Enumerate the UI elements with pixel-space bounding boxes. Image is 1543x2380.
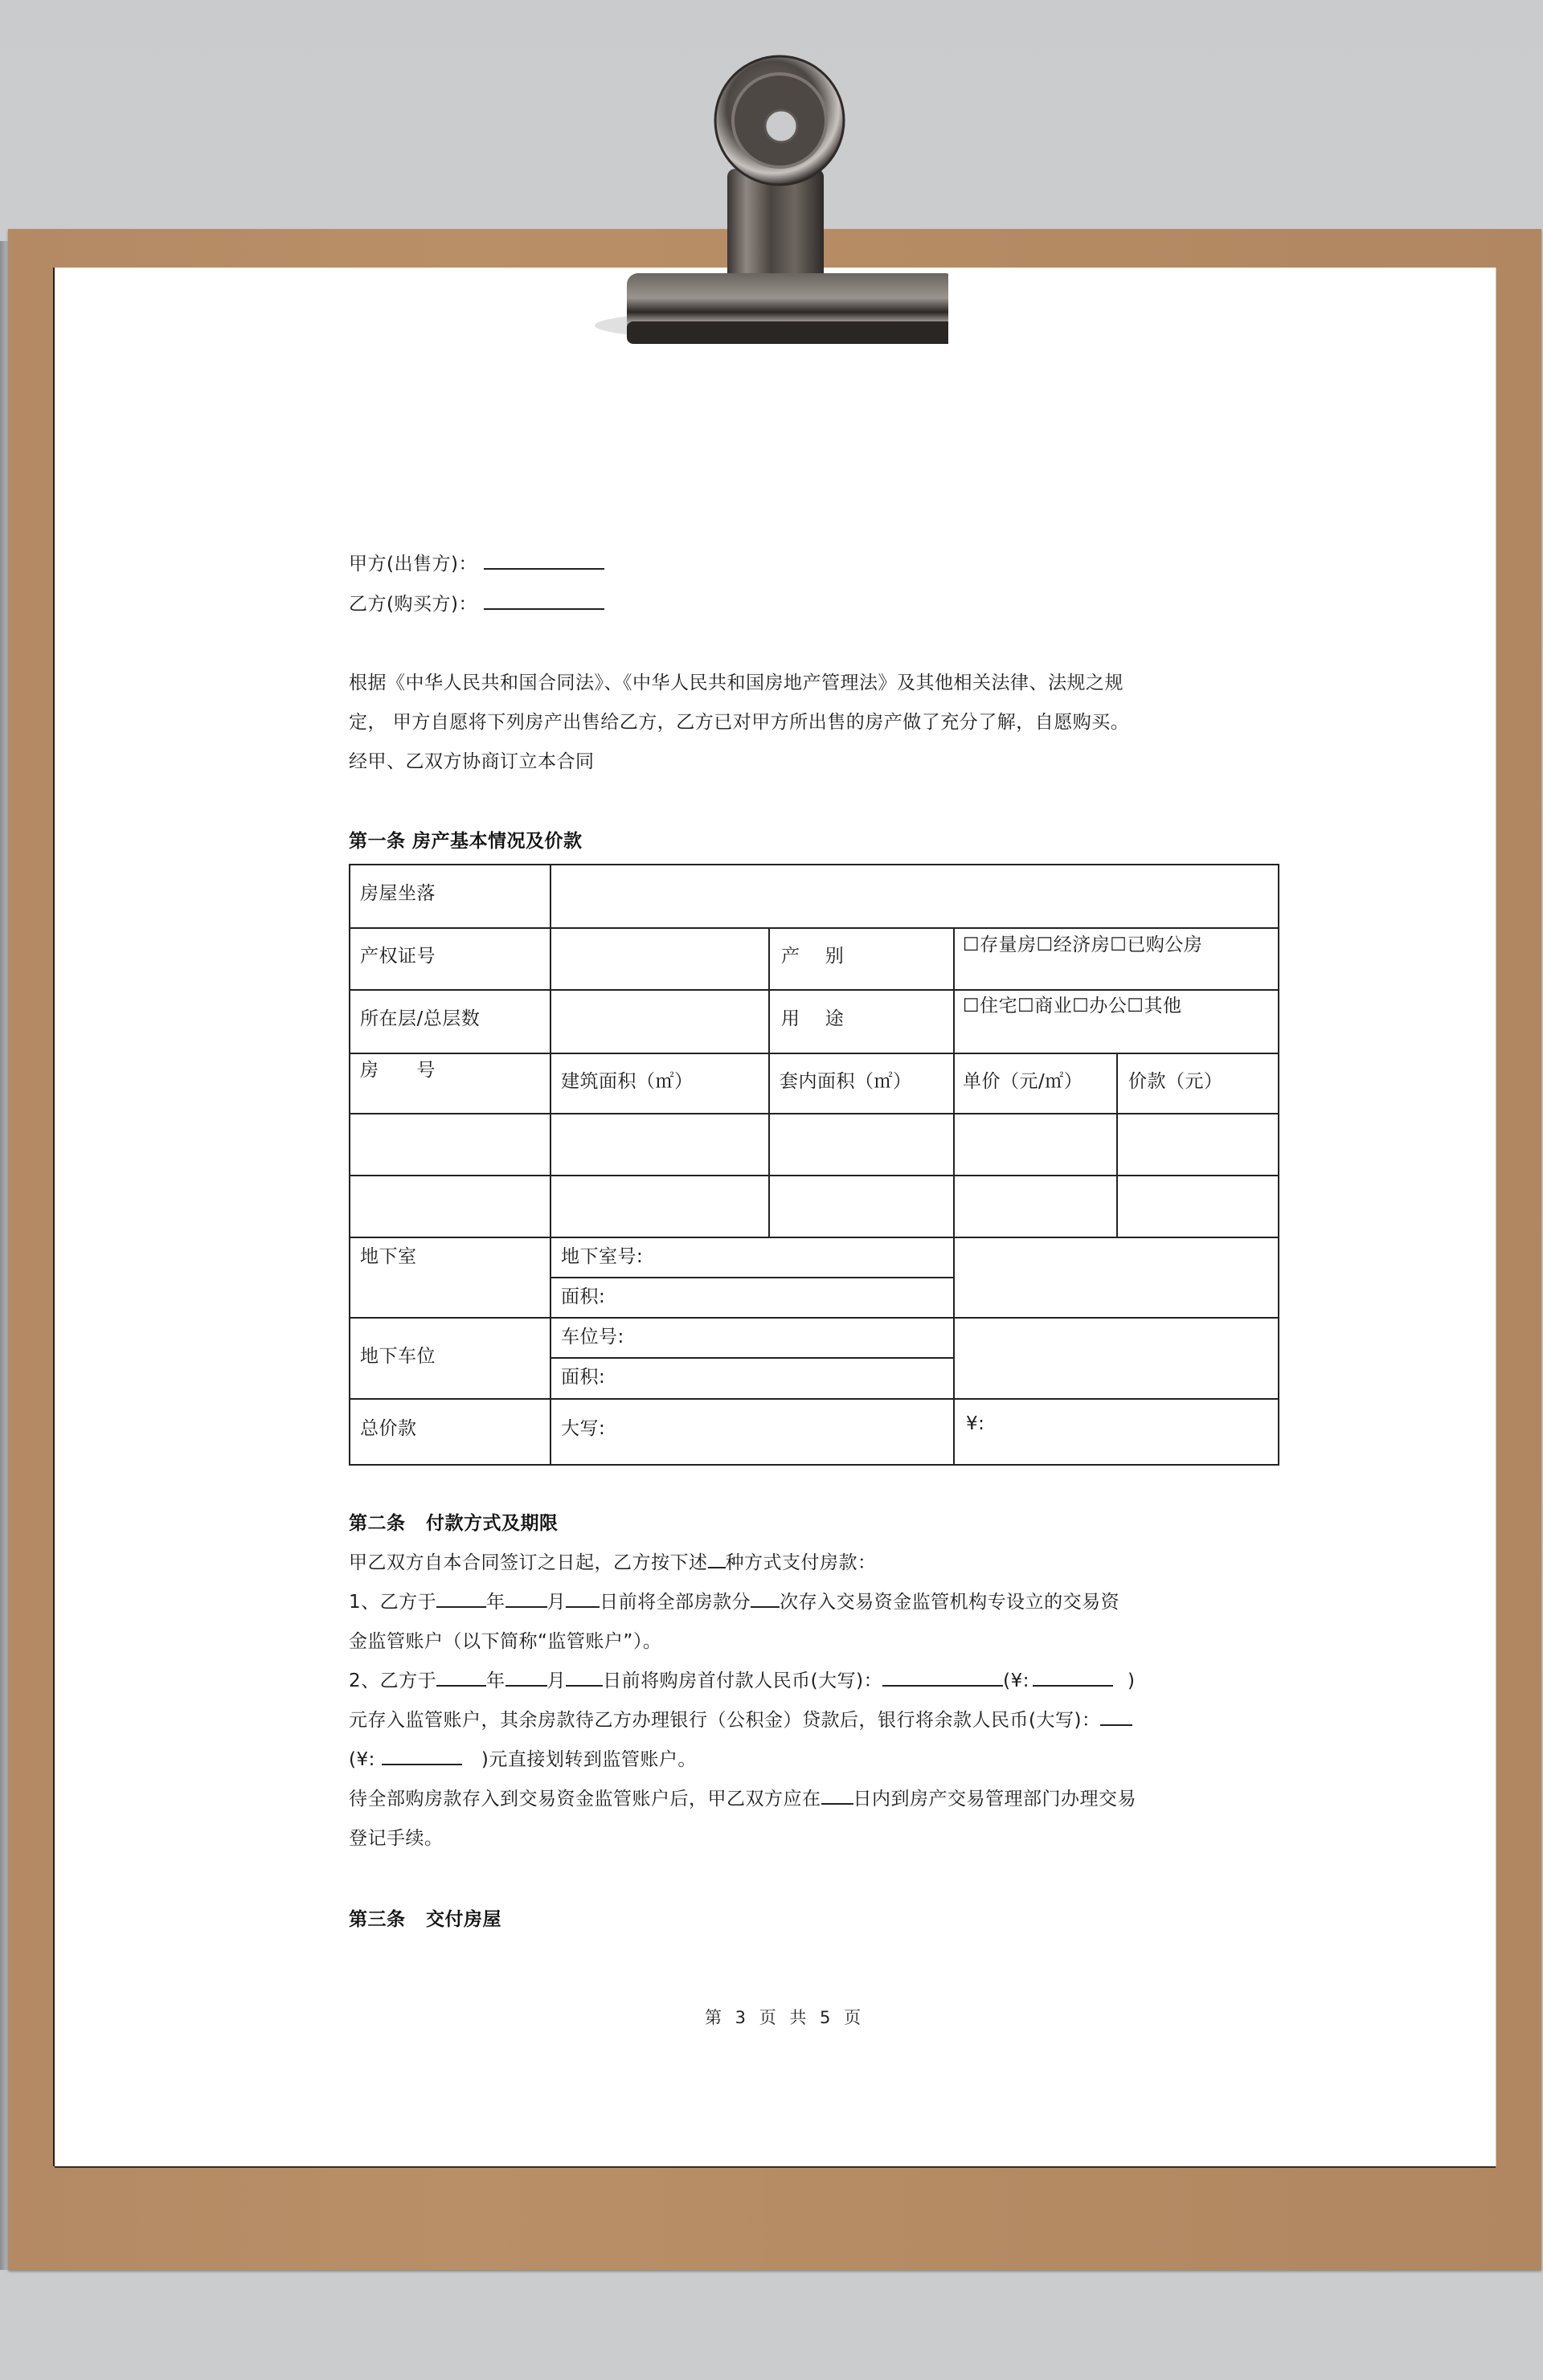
option-2-year-blank[interactable]	[436, 1669, 486, 1687]
article-2-title: 第二条 付款方式及期限	[349, 1513, 559, 1534]
table-row-1-building-area[interactable]	[551, 1114, 768, 1175]
table-row-2-building-area[interactable]	[551, 1176, 768, 1237]
option-2-line-2-text: 元存入监管账户，其余房款待乙方办理银行（公积金）贷款后，银行将余款人民币(大写)：	[349, 1710, 1101, 1731]
buyer-label: 乙方(购买方)：	[349, 594, 477, 615]
closing-text-b: 日内到房产交易管理部门办理交易	[853, 1789, 1136, 1810]
article-3-title: 第三条 交付房屋	[349, 1909, 502, 1930]
option-2-line-1	[349, 1666, 1135, 1692]
option-1-year-blank[interactable]	[436, 1590, 486, 1608]
preamble-line-1: 根据《中华人民共和国合同法》、《中华人民共和国房地产管理法》及其他相关法律、法规之规	[349, 673, 1123, 693]
location-label: 房屋坐落	[360, 883, 436, 904]
floor-field[interactable]	[551, 991, 768, 1053]
preamble-line-2: 定， 甲方自愿将下列房产出售给乙方，乙方已对甲方所出售的房产做了充分了解，自愿购买。	[349, 712, 1130, 733]
option-2-line-2	[349, 1705, 1132, 1732]
table-rule	[349, 1464, 1279, 1466]
seller-blank[interactable]	[484, 552, 604, 570]
basement-label: 地下室	[360, 1246, 417, 1267]
cert-label: 产权证号	[360, 946, 436, 967]
intro-text-b: 种方式支付房款：	[725, 1552, 877, 1573]
column-header-unit-price: 单价（元/㎡）	[963, 1071, 1083, 1092]
property-type-label: 产 别	[781, 946, 845, 967]
table-row-1-inner-area[interactable]	[770, 1114, 953, 1175]
table-rule	[349, 1398, 1279, 1400]
yen-prefix: (¥:	[349, 1749, 375, 1770]
option-1-month-blank[interactable]	[505, 1590, 547, 1608]
column-header-room-no: 房 号	[360, 1060, 436, 1081]
cert-field[interactable]	[551, 929, 768, 989]
seller-label: 甲方(出售方)：	[349, 554, 477, 575]
option-1-text-b: 日前将全部房款分	[600, 1592, 751, 1613]
table-rule	[349, 927, 1279, 929]
checkbox-office[interactable]: ☐办公	[1072, 996, 1128, 1016]
buyer-blank[interactable]	[484, 592, 604, 610]
option-1-line-1	[349, 1587, 1119, 1613]
closing-paren: )	[1127, 1670, 1136, 1691]
page-number: 第 3 页 共 5 页	[705, 2008, 866, 2027]
registration-days-blank[interactable]	[821, 1787, 853, 1805]
parking-label: 地下车位	[360, 1346, 436, 1367]
table-rule	[550, 1357, 953, 1359]
option-1-line-2: 金监管账户（以下简称“监管账户”）。	[349, 1631, 662, 1652]
down-payment-words-blank[interactable]	[882, 1669, 1003, 1687]
table-row-2-price[interactable]	[1118, 1176, 1278, 1237]
month-label: 月	[546, 1670, 567, 1691]
table-row-2-inner-area[interactable]	[770, 1176, 953, 1237]
method-count-blank[interactable]	[708, 1551, 726, 1568]
basement-no-label: 地下室号:	[561, 1246, 644, 1267]
option-2-line-3	[349, 1744, 697, 1771]
checkbox-purchased-public-house[interactable]: ☐已购公房	[1110, 934, 1203, 955]
option-2-day-blank[interactable]	[566, 1669, 603, 1687]
table-row-2-unit-price[interactable]	[955, 1176, 1116, 1237]
total-words-label: 大写:	[561, 1418, 606, 1439]
parking-extra-field[interactable]	[955, 1319, 1278, 1398]
binder-clip-icon	[579, 48, 948, 354]
board-edge-shadow	[0, 241, 8, 2270]
table-row-1-price[interactable]	[1118, 1114, 1278, 1175]
basement-extra-field[interactable]	[955, 1238, 1278, 1317]
down-payment-amount-blank[interactable]	[1033, 1669, 1113, 1687]
option-2-line-3-text: )元直接划转到监管账户。	[481, 1749, 697, 1770]
yen-prefix: (¥:	[1003, 1670, 1029, 1691]
parking-no-label: 车位号:	[561, 1327, 624, 1347]
seller-line	[349, 549, 604, 575]
option-2-text-b: 日前将购房首付款人民币(大写)：	[603, 1670, 883, 1691]
usage-label: 用 途	[781, 1008, 845, 1029]
table-row-1-room-no[interactable]	[350, 1114, 550, 1175]
table-rule	[349, 1053, 1279, 1054]
column-header-building-area: 建筑面积（㎡）	[561, 1071, 694, 1092]
table-rule	[1278, 864, 1279, 1466]
year-label: 年	[486, 1670, 505, 1691]
property-type-options	[963, 930, 1202, 956]
checkbox-commercial[interactable]: ☐商业	[1017, 996, 1073, 1016]
option-2-month-blank[interactable]	[505, 1669, 547, 1687]
checkbox-economic-house[interactable]: ☐经济房	[1036, 934, 1111, 955]
year-label: 年	[486, 1592, 505, 1613]
loan-amount-words-blank[interactable]	[1100, 1708, 1132, 1726]
closing-line-1	[349, 1784, 1136, 1810]
closing-line-2: 登记手续。	[349, 1828, 444, 1849]
option-1-text-c: 次存入交易资金监管机构专设立的交易资	[780, 1592, 1120, 1613]
column-header-inner-area: 套内面积（㎡）	[780, 1071, 912, 1092]
location-field[interactable]	[551, 865, 1278, 927]
month-label: 月	[546, 1592, 567, 1613]
column-header-price: 价款（元）	[1128, 1071, 1223, 1092]
table-row-2-room-no[interactable]	[350, 1176, 550, 1237]
property-info-table	[349, 864, 1279, 1466]
intro-text-a: 甲乙双方自本合同签订之日起，乙方按下述	[349, 1552, 708, 1573]
floor-label: 所在层/总层数	[360, 1008, 481, 1029]
buyer-line	[349, 589, 604, 615]
option-1-day-blank[interactable]	[566, 1590, 600, 1608]
total-label: 总价款	[360, 1418, 417, 1439]
table-row-1-unit-price[interactable]	[955, 1114, 1116, 1175]
preamble-line-3: 经甲、乙双方协商订立本合同	[349, 751, 595, 772]
total-amount-label: ¥:	[966, 1413, 985, 1434]
option-1-installments-blank[interactable]	[751, 1590, 780, 1608]
table-rule	[550, 1277, 953, 1278]
basement-area-label: 面积:	[561, 1286, 606, 1307]
checkbox-existing-house[interactable]: ☐存量房	[963, 934, 1037, 955]
closing-text-a: 待全部购房款存入到交易资金监管账户后，甲乙双方应在	[349, 1789, 821, 1810]
usage-options	[963, 991, 1182, 1017]
article-2-intro	[349, 1548, 877, 1574]
parking-area-label: 面积:	[561, 1367, 606, 1388]
article-1-title: 第一条 房产基本情况及价款	[349, 831, 583, 852]
checkbox-other[interactable]: ☐其他	[1127, 996, 1182, 1016]
checkbox-residential[interactable]: ☐住宅	[963, 996, 1018, 1016]
option-2-prefix: 2、乙方于	[349, 1670, 437, 1691]
option-1-prefix: 1、乙方于	[349, 1592, 437, 1613]
loan-amount-blank[interactable]	[382, 1748, 462, 1765]
